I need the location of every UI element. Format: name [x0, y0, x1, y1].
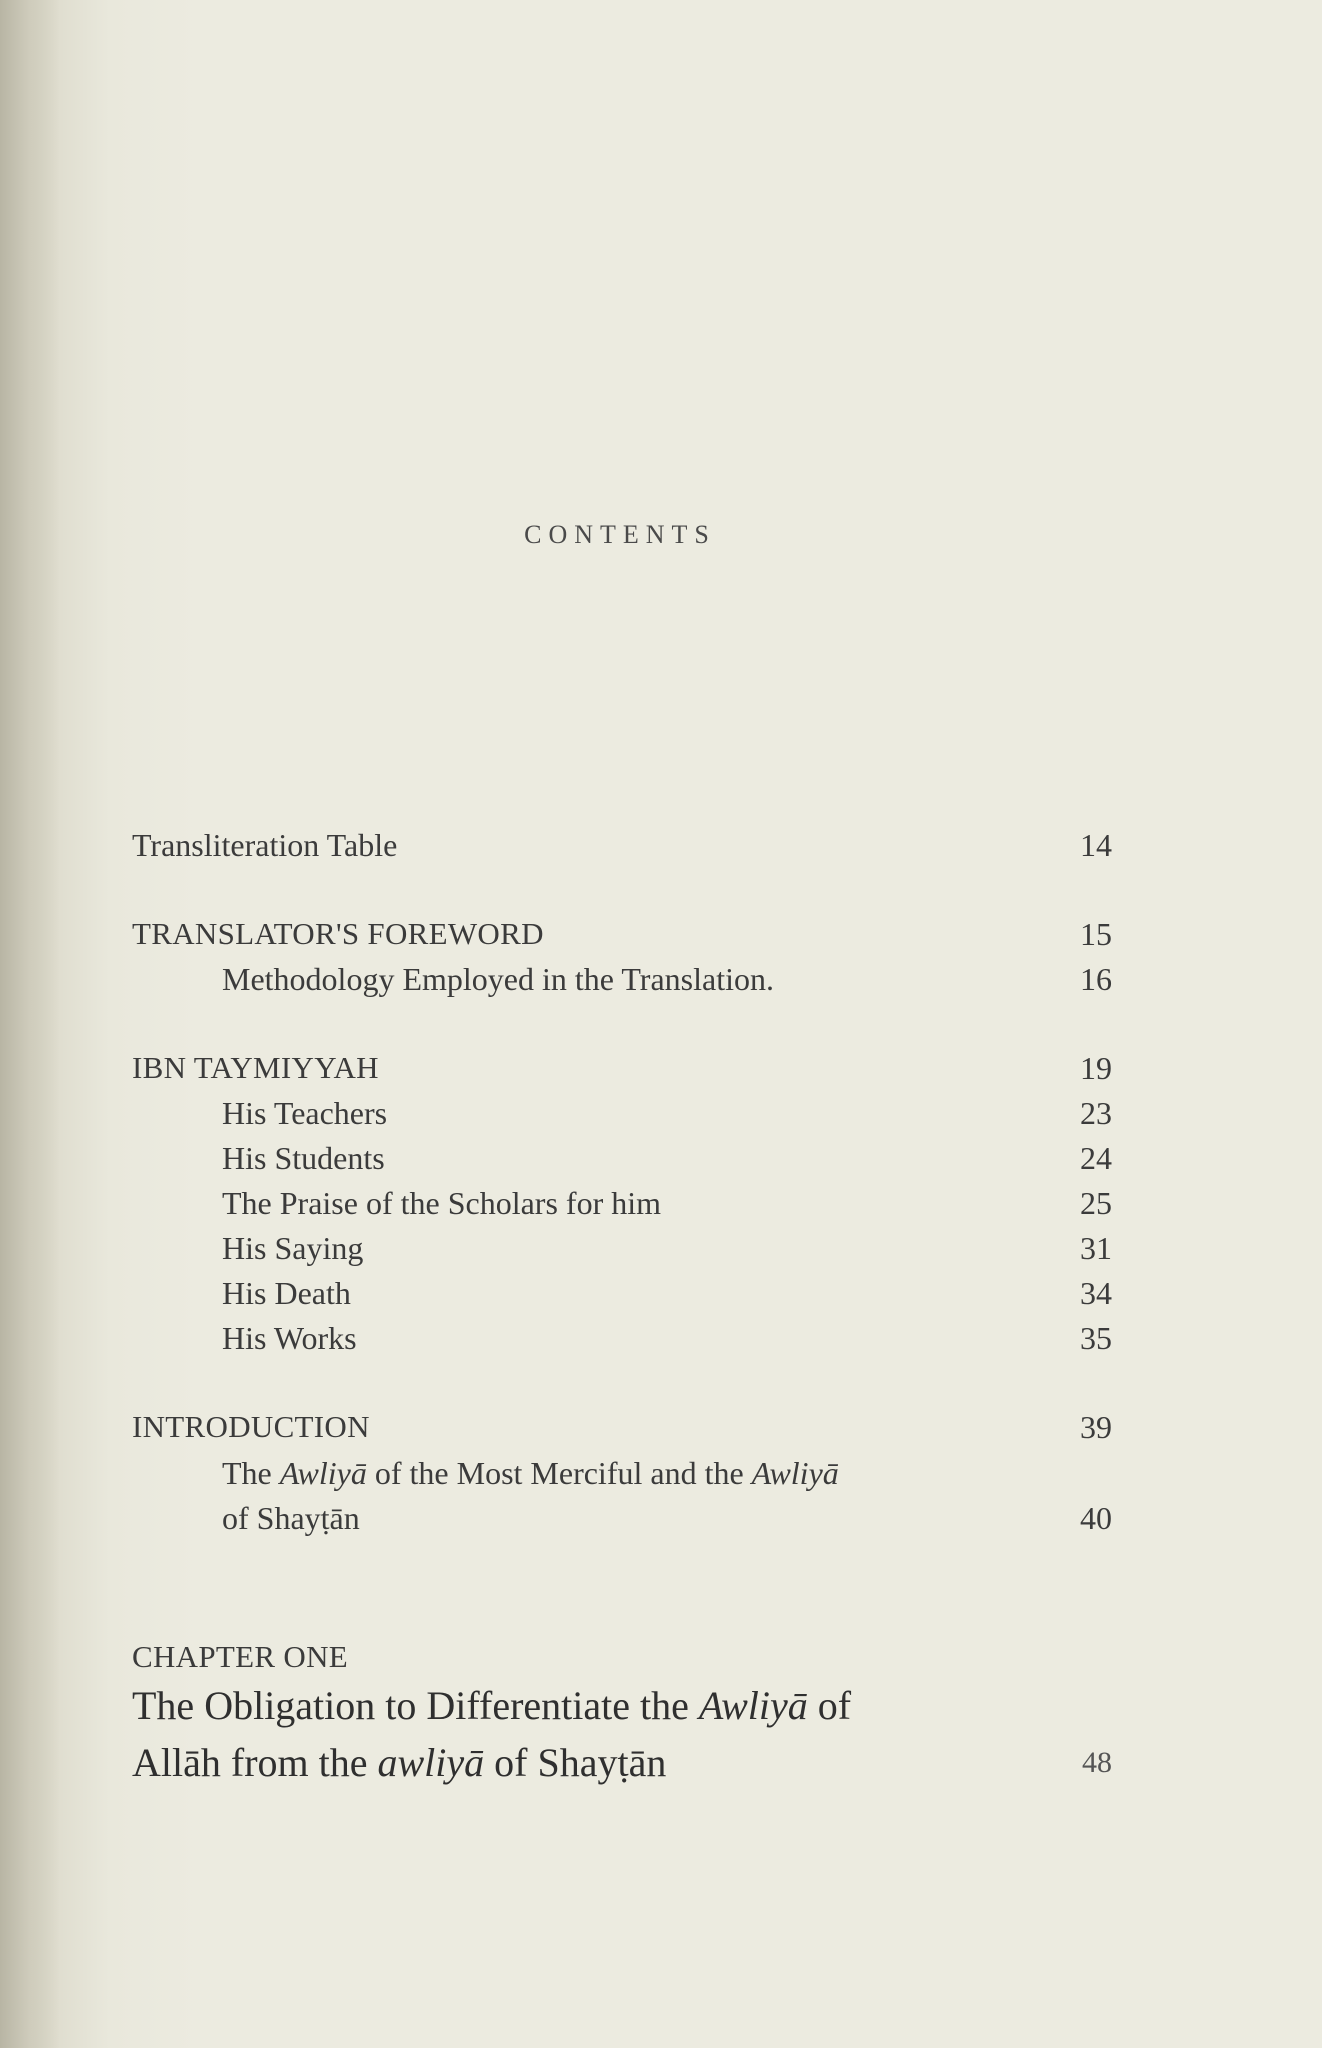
- toc-entry-label: His Students: [222, 1140, 385, 1176]
- toc-entry-page: 25: [1080, 1185, 1112, 1221]
- toc-entry-label: His Death: [222, 1275, 351, 1311]
- toc-entry-label: of Shayṭān: [222, 1500, 360, 1536]
- toc-entry-page: 31: [1080, 1230, 1112, 1266]
- toc-entry-page: 24: [1080, 1140, 1112, 1176]
- chapter-title-text: Allāh from the awliyā of Shayṭān: [132, 1740, 667, 1785]
- toc-entry-page: 15: [1080, 916, 1112, 952]
- toc-entry-page: 16: [1080, 961, 1112, 997]
- toc-entry-page: 14: [1080, 827, 1112, 863]
- toc-entry-label: CHAPTER ONE: [132, 1639, 349, 1674]
- toc-entry-page: 19: [1080, 1050, 1112, 1086]
- toc-entry-label: TRANSLATOR'S FOREWORD: [132, 916, 544, 951]
- page-title: CONTENTS: [524, 520, 716, 549]
- toc-entry-label: IBN TAYMIYYAH: [132, 1050, 379, 1085]
- toc-entry-page: 40: [1080, 1500, 1112, 1536]
- toc-entry-label: The Praise of the Scholars for him: [222, 1185, 661, 1221]
- toc-entry-label: Methodology Employed in the Translation.: [222, 961, 774, 997]
- toc-entry-page: 35: [1080, 1320, 1112, 1356]
- toc-entry-page: 39: [1080, 1409, 1112, 1445]
- toc-entry-label: His Teachers: [222, 1095, 388, 1131]
- toc-entry-label: Transliteration Table: [132, 827, 398, 863]
- toc-entry-label: The Awliyā of the Most Merciful and the Awliyā: [222, 1455, 839, 1491]
- toc-entry-page: 23: [1080, 1095, 1112, 1131]
- toc-entry-page: 34: [1080, 1275, 1112, 1311]
- toc-entry-label: His Saying: [222, 1230, 364, 1266]
- toc-entry-label: INTRODUCTION: [132, 1409, 370, 1444]
- toc-entry-label: His Works: [222, 1320, 357, 1356]
- chapter-title-text: The Obligation to Differentiate the Awliyā of: [132, 1683, 852, 1728]
- page-edge-shadow: [0, 0, 60, 2048]
- toc-entry-page: 48: [1082, 1746, 1112, 1779]
